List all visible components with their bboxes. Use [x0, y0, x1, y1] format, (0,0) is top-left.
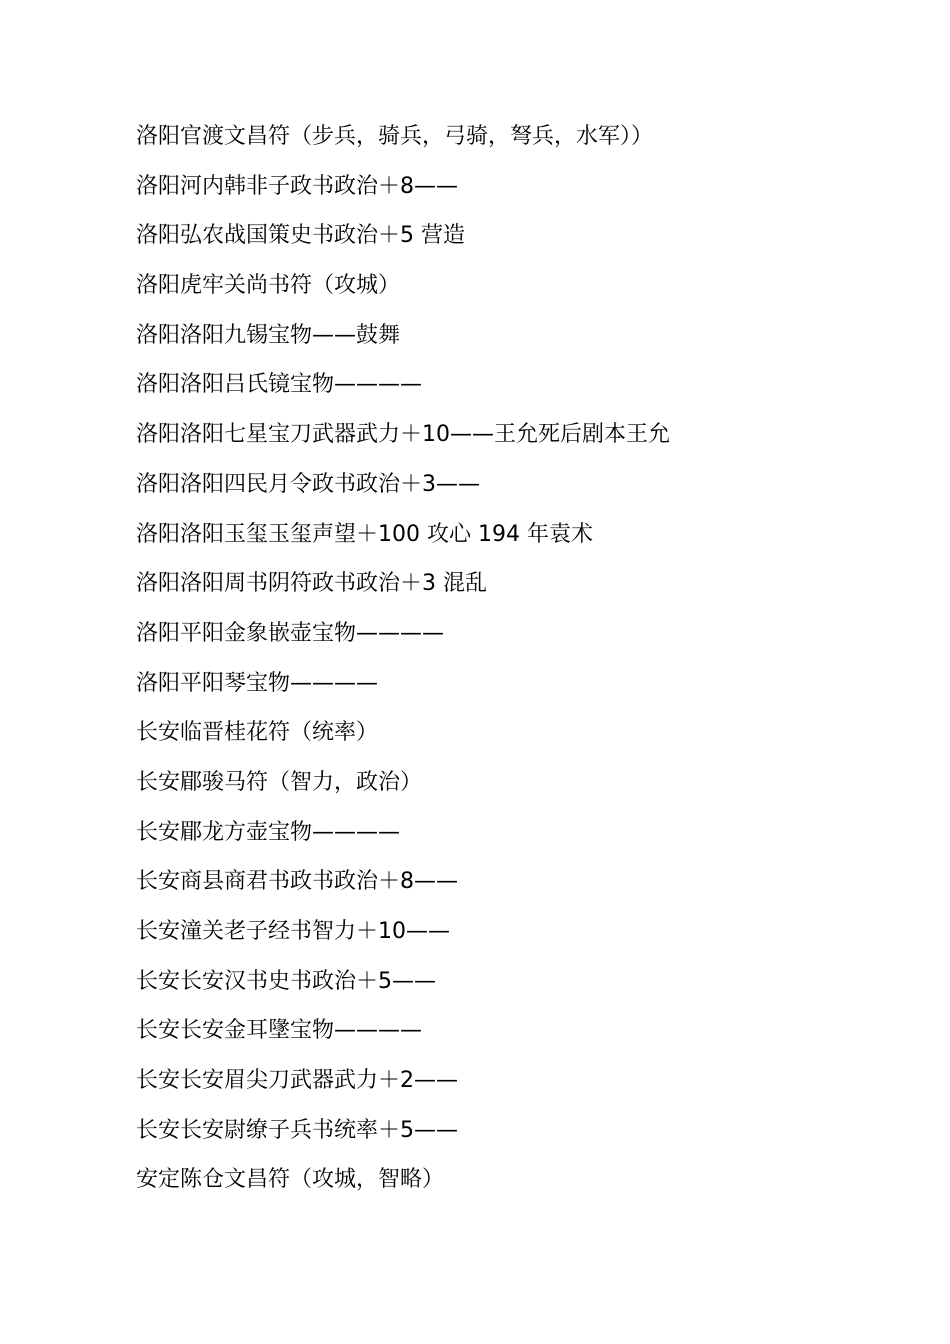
- list-item: 洛阳河内韩非子政书政治＋8——: [136, 173, 458, 199]
- list-item: 长安潼关老子经书智力＋10——: [136, 919, 450, 944]
- list-item: 洛阳官渡文昌符（步兵，骑兵，弓骑，弩兵，水军））: [136, 124, 654, 149]
- list-item: 洛阳虎牢关尚书符（攻城）: [136, 273, 401, 299]
- list-item: 长安长安尉缭子兵书统率＋5——: [136, 1117, 458, 1143]
- list-item: 长安郿骏马符（智力，政治）: [136, 769, 423, 795]
- list-item: 洛阳洛阳九锡宝物——鼓舞: [136, 322, 401, 348]
- list-item: 洛阳洛阳玉玺玉玺声望＋100 攻心 194 年袁术: [136, 521, 593, 547]
- list-item: 洛阳洛阳七星宝刀武器武力＋10——王允死后剧本王允: [136, 422, 670, 448]
- list-item: 长安临晋桂花符（统率）: [136, 720, 379, 746]
- list-item: 长安长安金耳墬宝物————: [136, 1018, 423, 1044]
- list-item: 洛阳平阳琴宝物————: [136, 670, 379, 696]
- list-item: 洛阳弘农战国策史书政治＋5 营造: [136, 223, 465, 249]
- list-item: 长安长安汉书史书政治＋5——: [136, 968, 436, 994]
- list-item: 长安商县商君书政书政治＋8——: [136, 869, 458, 895]
- list-item: 洛阳平阳金象嵌壶宝物————: [136, 620, 445, 646]
- list-item: 长安郿龙方壶宝物————: [136, 819, 401, 845]
- list-item: 洛阳洛阳吕氏镜宝物————: [136, 372, 423, 398]
- list-item: 洛阳洛阳四民月令政书政治＋3——: [136, 471, 480, 497]
- list-item: 安定陈仓文昌符（攻城，智略）: [136, 1167, 445, 1193]
- list-item: 长安长安眉尖刀武器武力＋2——: [136, 1068, 458, 1094]
- item-list: [136, 112, 916, 1205]
- list-item: 洛阳洛阳周书阴符政书政治＋3 混乱: [136, 571, 487, 597]
